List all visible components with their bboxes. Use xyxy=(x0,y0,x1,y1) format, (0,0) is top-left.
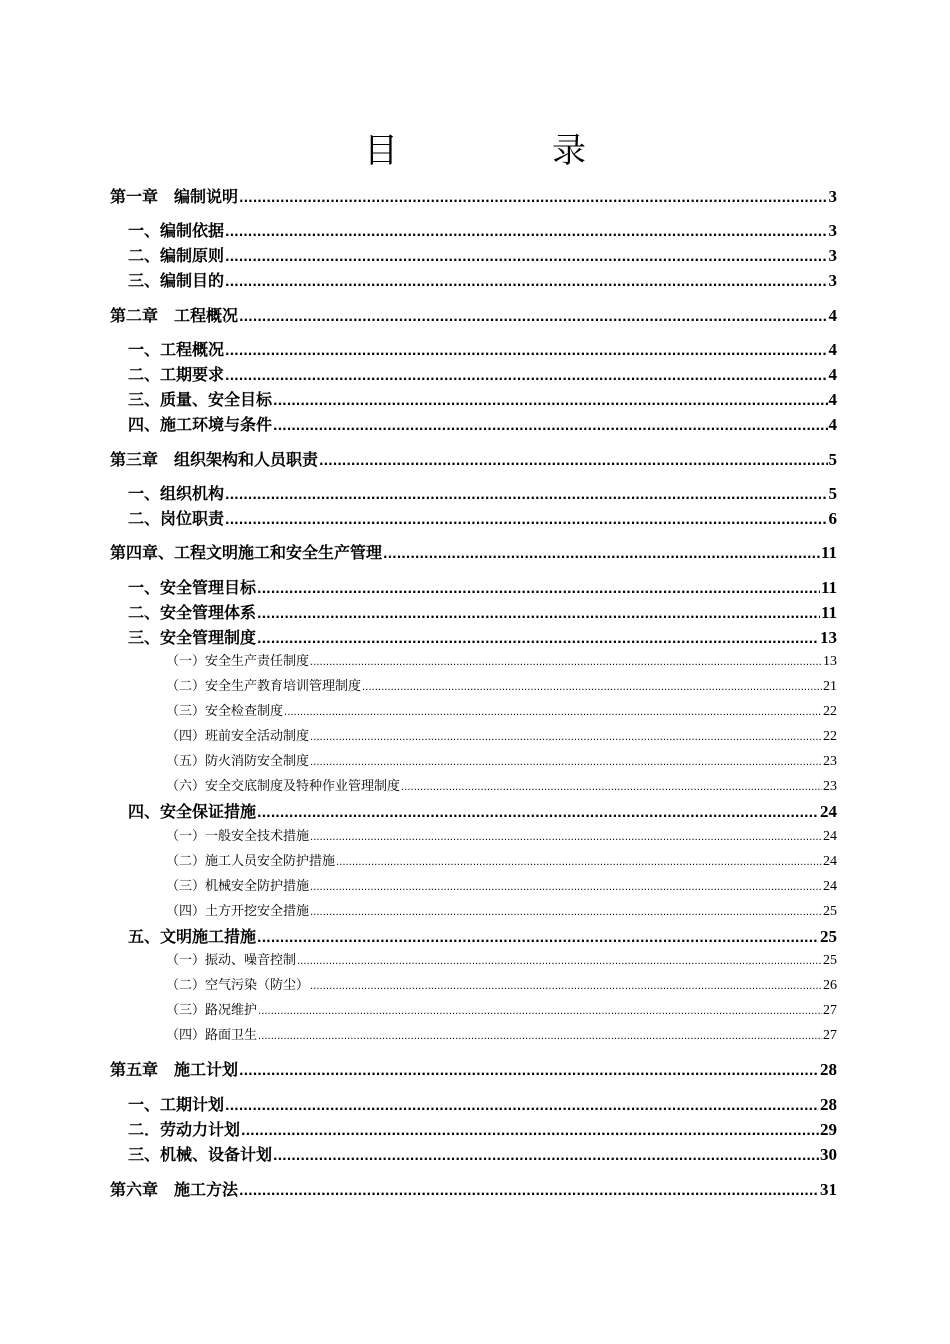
toc-subsection[interactable] xyxy=(110,999,837,1023)
toc-subsection[interactable] xyxy=(110,825,837,849)
toc-section[interactable] xyxy=(110,601,837,625)
toc-leader xyxy=(239,1059,819,1083)
toc-section[interactable] xyxy=(110,507,837,531)
toc-label: （一）振动、噪音控制 xyxy=(166,953,297,968)
toc-label: 三、质量、安全目标 xyxy=(128,390,273,409)
toc-label: 第四章、工程文明施工和安全生产管理 xyxy=(110,543,383,562)
toc-label: 二、岗位职责 xyxy=(128,509,225,528)
toc-leader xyxy=(310,826,822,850)
toc-leader xyxy=(225,508,827,532)
toc-section[interactable] xyxy=(110,576,837,600)
toc-page-number: 24 xyxy=(823,879,837,894)
toc-section[interactable] xyxy=(110,244,837,268)
toc-leader xyxy=(257,926,819,950)
toc-page-number: 28 xyxy=(820,1095,837,1114)
toc-page-number: 24 xyxy=(820,802,837,821)
toc-label: （四）路面卫生 xyxy=(166,1028,258,1043)
toc-leader xyxy=(401,776,822,800)
toc-leader xyxy=(258,1000,822,1024)
toc-leader xyxy=(362,676,822,700)
toc-label: 二、编制原则 xyxy=(128,246,225,265)
toc-page-number: 3 xyxy=(828,246,837,265)
toc-page-number: 28 xyxy=(820,1060,837,1079)
toc-chapter-4[interactable] xyxy=(110,541,837,565)
toc-label: 第六章 施工方法 xyxy=(110,1180,239,1199)
toc-section[interactable] xyxy=(110,482,837,506)
toc-page-number: 24 xyxy=(823,829,837,844)
toc-label: 一、安全管理目标 xyxy=(128,578,257,597)
toc-label: （三）安全检查制度 xyxy=(166,704,284,719)
toc-label: 三、安全管理制度 xyxy=(128,628,257,647)
toc-label: （三）路况维护 xyxy=(166,1003,258,1018)
toc-page-number: 4 xyxy=(828,365,837,384)
toc-label: 三、编制目的 xyxy=(128,271,225,290)
toc-label: 四、安全保证措施 xyxy=(128,802,257,821)
toc-leader xyxy=(336,851,822,875)
toc-page-number: 13 xyxy=(820,628,837,647)
toc-leader xyxy=(284,701,822,725)
toc-page-number: 23 xyxy=(823,779,837,794)
toc-leader xyxy=(241,1119,819,1143)
toc-label: （四）土方开挖安全措施 xyxy=(166,904,310,919)
toc-page-number: 27 xyxy=(823,1028,837,1043)
toc-subsection[interactable] xyxy=(110,875,837,899)
toc-page-number: 27 xyxy=(823,1003,837,1018)
toc-page-number: 3 xyxy=(828,187,837,206)
toc-chapter-5[interactable] xyxy=(110,1058,837,1082)
toc-leader xyxy=(225,270,827,294)
toc-label: 二、安全管理体系 xyxy=(128,603,257,622)
toc-label: 第二章 工程概况 xyxy=(110,306,239,325)
toc-leader xyxy=(383,542,820,566)
toc-leader xyxy=(273,389,827,413)
toc-label: （二）施工人员安全防护措施 xyxy=(166,854,336,869)
toc-label: 一、编制依据 xyxy=(128,221,225,240)
toc-label: 第一章 编制说明 xyxy=(110,187,239,206)
toc-subsection[interactable] xyxy=(110,750,837,774)
toc-label: （五）防火消防安全制度 xyxy=(166,754,310,769)
toc-subsection[interactable] xyxy=(110,675,837,699)
toc-leader xyxy=(310,975,822,999)
toc-leader xyxy=(239,1179,819,1203)
toc-leader xyxy=(310,876,822,900)
toc-label: 五、文明施工措施 xyxy=(128,927,257,946)
toc-section[interactable] xyxy=(110,269,837,293)
toc-page-number: 5 xyxy=(828,450,837,469)
toc-leader xyxy=(257,602,820,626)
toc-chapter-2[interactable] xyxy=(110,304,837,328)
toc-section[interactable] xyxy=(110,1143,837,1167)
toc-page-number: 22 xyxy=(823,729,837,744)
toc-label: 三、机械、设备计划 xyxy=(128,1145,273,1164)
toc-page-number: 3 xyxy=(828,271,837,290)
toc-leader xyxy=(297,950,822,974)
toc-leader xyxy=(225,364,827,388)
toc-page-number: 26 xyxy=(823,978,837,993)
toc-label: （四）班前安全活动制度 xyxy=(166,729,310,744)
toc-leader xyxy=(225,245,827,269)
toc-subsection[interactable] xyxy=(110,650,837,674)
toc-leader xyxy=(239,305,827,329)
toc-section[interactable] xyxy=(110,413,837,437)
toc-page-number: 29 xyxy=(820,1120,837,1139)
toc-section[interactable] xyxy=(110,363,837,387)
toc-leader xyxy=(225,483,827,507)
toc-page-number: 11 xyxy=(820,543,837,562)
toc-page-number: 3 xyxy=(828,221,837,240)
toc-label: （二）空气污染（防尘） xyxy=(166,978,310,993)
toc-chapter-6[interactable] xyxy=(110,1178,837,1202)
toc-leader xyxy=(225,339,827,363)
toc-subsection[interactable] xyxy=(110,700,837,724)
toc-page-number: 21 xyxy=(823,679,837,694)
toc-leader xyxy=(225,220,827,244)
toc-page-number: 22 xyxy=(823,704,837,719)
toc-subsection[interactable] xyxy=(110,1024,837,1048)
toc-subsection[interactable] xyxy=(110,775,837,799)
toc-subsection[interactable] xyxy=(110,850,837,874)
toc-label: （一）一般安全技术措施 xyxy=(166,829,310,844)
page-title: 目 录 xyxy=(364,131,646,171)
toc-subsection[interactable] xyxy=(110,949,837,973)
toc-page-number: 5 xyxy=(828,484,837,503)
toc-page-number: 4 xyxy=(828,390,837,409)
toc-label: 一、工期计划 xyxy=(128,1095,225,1114)
toc-chapter-1[interactable] xyxy=(110,185,837,209)
toc-leader xyxy=(257,801,819,825)
toc-page-number: 24 xyxy=(823,854,837,869)
toc-label: （二）安全生产教育培训管理制度 xyxy=(166,679,362,694)
toc-section[interactable] xyxy=(110,800,837,824)
toc-section[interactable] xyxy=(110,219,837,243)
toc-page-number: 23 xyxy=(823,754,837,769)
toc-leader xyxy=(310,726,822,750)
toc-page-number: 11 xyxy=(820,603,837,622)
toc-leader xyxy=(225,1094,819,1118)
toc-section[interactable] xyxy=(110,626,837,650)
toc-leader xyxy=(273,1144,819,1168)
toc-subsection[interactable] xyxy=(110,900,837,924)
toc-section[interactable] xyxy=(110,388,837,412)
toc-leader xyxy=(319,449,827,473)
toc-leader xyxy=(310,901,822,925)
toc-section[interactable] xyxy=(110,1093,837,1117)
toc-page-number: 4 xyxy=(828,415,837,434)
toc-page-number: 30 xyxy=(820,1145,837,1164)
toc-page-number: 11 xyxy=(820,578,837,597)
toc-leader xyxy=(310,751,822,775)
toc-page-number: 13 xyxy=(823,654,837,669)
toc-subsection[interactable] xyxy=(110,974,837,998)
toc-leader xyxy=(239,186,827,210)
toc-page-number: 25 xyxy=(820,927,837,946)
toc-label: 第三章 组织架构和人员职责 xyxy=(110,450,319,469)
toc-page-number: 4 xyxy=(828,306,837,325)
toc-chapter-3[interactable] xyxy=(110,448,837,472)
toc-label: 一、组织机构 xyxy=(128,484,225,503)
toc-page-number: 6 xyxy=(828,509,837,528)
toc-section[interactable] xyxy=(110,925,837,949)
toc-subsection[interactable] xyxy=(110,725,837,749)
toc-label: （三）机械安全防护措施 xyxy=(166,879,310,894)
toc-leader xyxy=(310,651,822,675)
toc-label: 一、工程概况 xyxy=(128,340,225,359)
toc-leader xyxy=(258,1025,822,1049)
toc-leader xyxy=(273,414,827,438)
toc-page-number: 25 xyxy=(823,953,837,968)
toc-label: 二、工期要求 xyxy=(128,365,225,384)
toc-page-number: 4 xyxy=(828,340,837,359)
toc-label: （六）安全交底制度及特种作业管理制度 xyxy=(166,779,401,794)
toc-label: （一）安全生产责任制度 xyxy=(166,654,310,669)
toc-label: 四、施工环境与条件 xyxy=(128,415,273,434)
toc-section[interactable] xyxy=(110,338,837,362)
toc-leader xyxy=(257,627,819,651)
toc-label: 第五章 施工计划 xyxy=(110,1060,239,1079)
toc-page-number: 25 xyxy=(823,904,837,919)
toc-leader xyxy=(257,577,820,601)
toc-label: 二．劳动力计划 xyxy=(128,1120,241,1139)
toc-section[interactable] xyxy=(110,1118,837,1142)
toc-page-number: 31 xyxy=(820,1180,837,1199)
